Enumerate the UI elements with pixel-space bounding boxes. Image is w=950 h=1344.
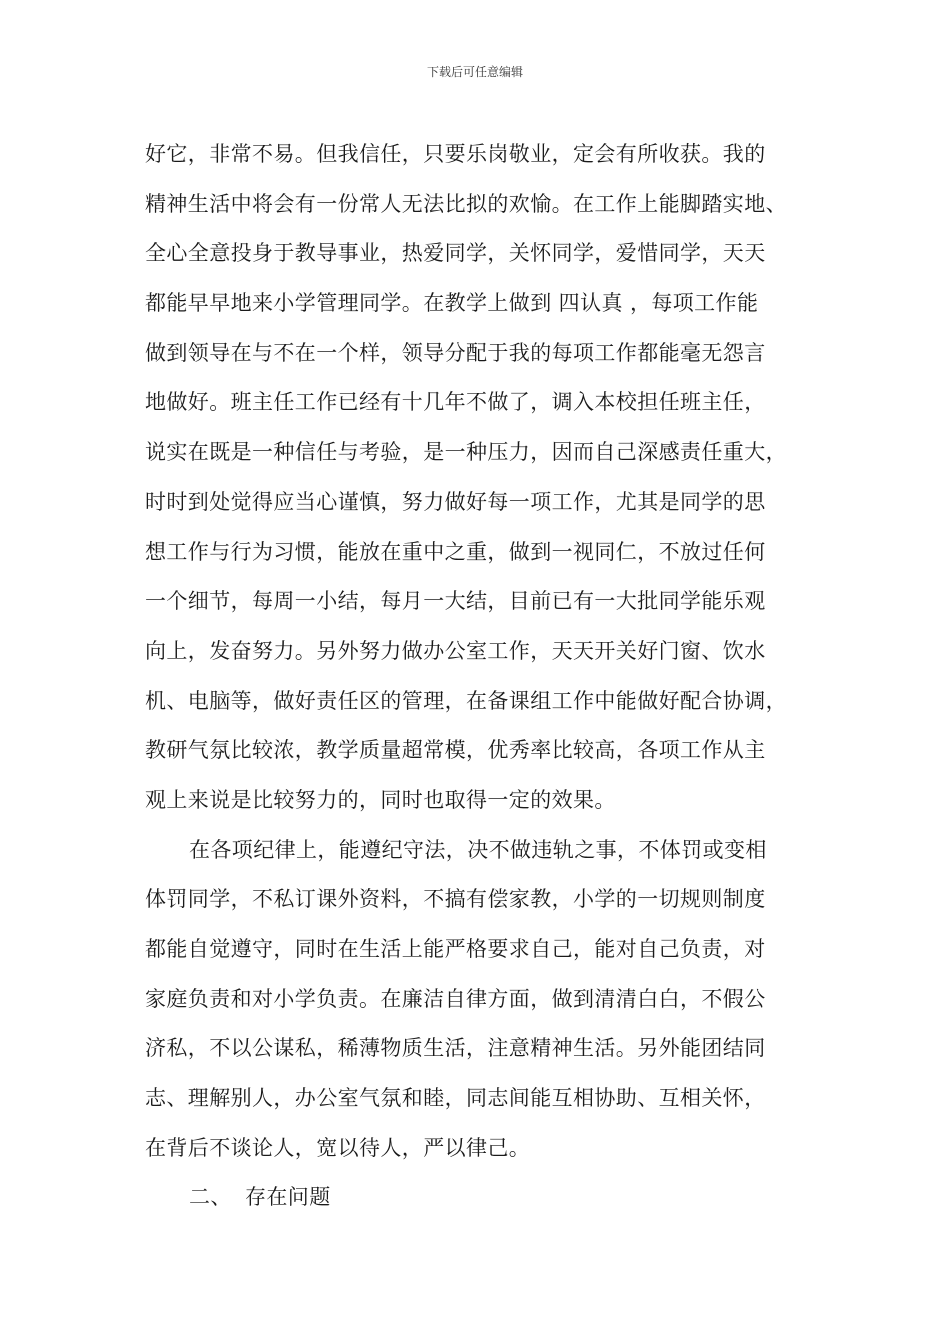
text-line: 机、电脑等，做好责任区的管理，在备课组工作中能做好配合协调， — [145, 688, 787, 713]
text-line: 都能自觉遵守，同时在生活上能严格要求自己，能对自己负责，对 — [145, 937, 766, 961]
text-line: 向上，发奋努力。另外努力做办公室工作，天天开关好门窗、饮水 — [145, 638, 766, 663]
text-line: 家庭负责和对小学负责。在廉洁自律方面，做到清清白白，不假公 — [145, 986, 766, 1011]
text-line: 好它，非常不易。但我信任，只要乐岗敬业，定会有所收获。我的 — [145, 142, 766, 166]
text-line: 做到领导在与不在一个样，领导分配于我的每项工作都能毫无怨言 — [145, 340, 766, 365]
section-number: 二、 — [189, 1185, 232, 1210]
page-header: 下载后可任意编辑 — [426, 65, 523, 79]
text-line: 想工作与行为习惯，能放在重中之重，做到一视同仁，不放过任何 — [145, 539, 766, 564]
paragraph-2 — [145, 826, 825, 1174]
section-title: 存在问题 — [245, 1185, 331, 1210]
text-line: 精神生活中将会有一份常人无法比拟的欢愉。在工作上能脚踏实地、 — [145, 191, 787, 216]
document-body — [145, 130, 825, 1223]
text-line: 济私，不以公谋私，稀薄物质生活，注意精神生活。另外能团结同 — [145, 1036, 766, 1061]
text-line: 教研气氛比较浓，教学质量超常模，优秀率比较高，各项工作从主 — [145, 738, 766, 763]
text-line: 志、理解别人，办公室气氛和睦，同志间能互相协助、互相关怀， — [145, 1086, 766, 1111]
text-line: 一个细节，每周一小结，每月一大结，目前已有一大批同学能乐观 — [145, 589, 766, 614]
text-line: 都能早早地来小学管理同学。在教学上做到 四认真 ，每项工作能 — [145, 291, 759, 316]
paragraph-1 — [145, 130, 825, 826]
text-line: 在各项纪律上，能遵纪守法，决不做违轨之事，不体罚或变相 — [189, 837, 767, 862]
text-line: 地做好。班主任工作已经有十几年不做了，调入本校担任班主任， — [145, 390, 766, 415]
text-line: 全心全意投身于教导事业，热爱同学，关怀同学，爱惜同学，天天 — [145, 241, 766, 266]
text-line: 体罚同学，不私订课外资料，不搞有偿家教，小学的一切规则制度 — [145, 887, 766, 912]
section-heading — [145, 1173, 825, 1223]
text-line: 观上来说是比较努力的，同时也取得一定的效果。 — [145, 787, 616, 812]
text-line: 在背后不谈论人，宽以待人，严以律己。 — [145, 1135, 531, 1160]
text-line: 时时到处觉得应当心谨慎，努力做好每一项工作，尤其是同学的思 — [145, 489, 766, 514]
text-line: 说实在既是一种信任与考验，是一种压力，因而自己深感责任重大， — [145, 440, 787, 465]
